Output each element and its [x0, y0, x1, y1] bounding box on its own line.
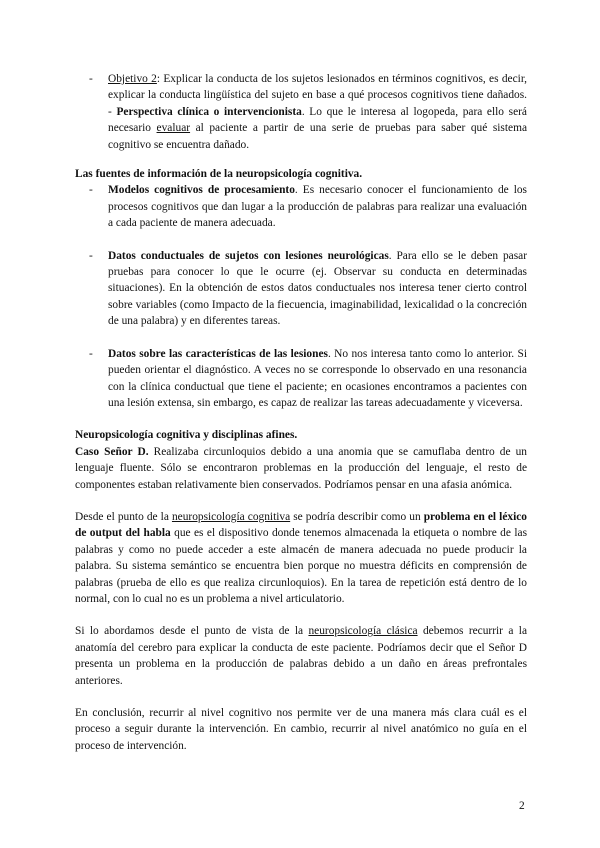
fuente-term: Modelos cognitivos de procesamiento: [108, 184, 295, 197]
clasica-text-a: Si lo abordamos desde el punto de vista de la: [75, 625, 309, 638]
bullet-dash: -: [89, 73, 93, 85]
fuente-text: . Para ello se le deben pasar pruebas para conocer lo que le ocurre (ej. Observar su conducta en determinadas situaciones). En la obtención de estos datos conductuales nos interesa tener cierto control sobre variables (como Impacto de la fiecuencia, imaginabilidad, lexicalidad o la concreción de una palabra) y en diferentes tareas.: [108, 249, 527, 328]
lexico-output-term: problema en el léxico de output del habla: [75, 510, 527, 540]
page-content: [75, 71, 527, 754]
objetivo-2-item: [75, 71, 527, 153]
bullet-dash: -: [89, 249, 93, 262]
objetivo-2-label: Objetivo 2: [108, 73, 157, 85]
cognitiva-text-b: se podría describir como un: [290, 510, 424, 523]
section-title-fuentes: Las fuentes de información de la neuropsicología cognitiva.: [75, 168, 363, 181]
page-number: 2: [519, 800, 525, 812]
neuropsicologia-clasica-term: neuropsicología clásica: [308, 625, 418, 638]
fuente-item-datos-conductuales: [75, 248, 527, 330]
bullet-dash: -: [89, 184, 93, 197]
evaluar-term: evaluar: [156, 122, 191, 135]
cognitiva-paragraph: [75, 509, 527, 607]
clasica-text-b: debemos recurrir a la anatomía del cerebro para explicar la conducta de este paciente. Podríamos decir que el Señor D presenta un problema en la producción de palabras debido a un daño en áreas prefrontales anteriores.: [75, 625, 527, 687]
caso-text: Realizaba circunloquios debido a una anomia que se camuflaba dentro de un lenguaje fluente. Sólo se encontraron problemas en la producción del lenguaje, el resto de componentes estaban relativamente bien conservados. Podríamos pensar en una afasia anómica.: [75, 445, 527, 491]
fuente-term: Datos sobre las características de las lesiones: [108, 347, 328, 360]
fuente-text: . Es necesario conocer el funcionamiento de los procesos cognitivos que dan lugar a la producción de palabras para realizar una evaluación a cada paciente de manera adecuada.: [108, 184, 527, 230]
perspectiva-clinica-term: Perspectiva clínica o intervencionista: [116, 105, 302, 118]
fuente-item-lesiones: [75, 346, 527, 412]
section-title-disciplinas: Neuropsicología cognitiva y disciplinas afines.: [75, 429, 298, 442]
bullet-dash: -: [89, 347, 93, 360]
neuropsicologia-cognitiva-term: neuropsicología cognitiva: [171, 510, 291, 523]
conclusion-paragraph: En conclusión, recurrir al nivel cognitivo nos permite ver de una manera más clara cuál es el proceso a seguir durante la intervención. En cambio, recurrir al nivel anatómico no guía en el proceso de intervención.: [75, 707, 527, 752]
cognitiva-text-a: Desde el punto de la: [75, 510, 172, 523]
objetivo-2-text-c: al paciente a partir de una serie de pruebas para saber qué sistema cognitivo se encuentra dañado.: [108, 122, 527, 151]
cognitiva-text-c: que es el dispositivo donde tenemos almacenada la etiqueta o nombre de las palabras y como no puede acceder a este almacén de manera adecuada no puede producir la palabra. Su sistema semántico se encuentra bien porque no muestra déficits en comprensión de palabras (prueba de ello es que realiza circunloquios). En la tarea de repetición está dentro de lo normal, con lo cual no es un problema a nivel articulatorio.: [75, 527, 527, 605]
caso-label: Caso Señor D.: [75, 445, 149, 458]
fuente-item-modelos: [75, 182, 527, 231]
fuente-term: Datos conductuales de sujetos con lesiones neurológicas: [108, 249, 389, 262]
clasica-paragraph: [75, 623, 527, 689]
objetivo-2-text-a: : Explicar la conducta de los sujetos lesionados en términos cognitivos, es decir, explicar la conducta lingüística del sujeto en base a qué procesos cognitivos tiene dañados. -: [108, 73, 528, 118]
fuente-text: . No nos interesa tanto como lo anterior. Si pueden orientar el diagnóstico. A veces no se corresponde lo observado en una resonancia con la clínica conductual que tiene el paciente; en ocasiones encontramos a pacientes con una lesión extensa, sin embargo, es capaz de realizar las tareas adecuadamente y viceversa.: [108, 347, 528, 409]
caso-senor-d-paragraph: [75, 444, 527, 493]
objetivo-2-text-b: . Lo que le interesa al logopeda, para ello será necesario: [108, 105, 527, 135]
